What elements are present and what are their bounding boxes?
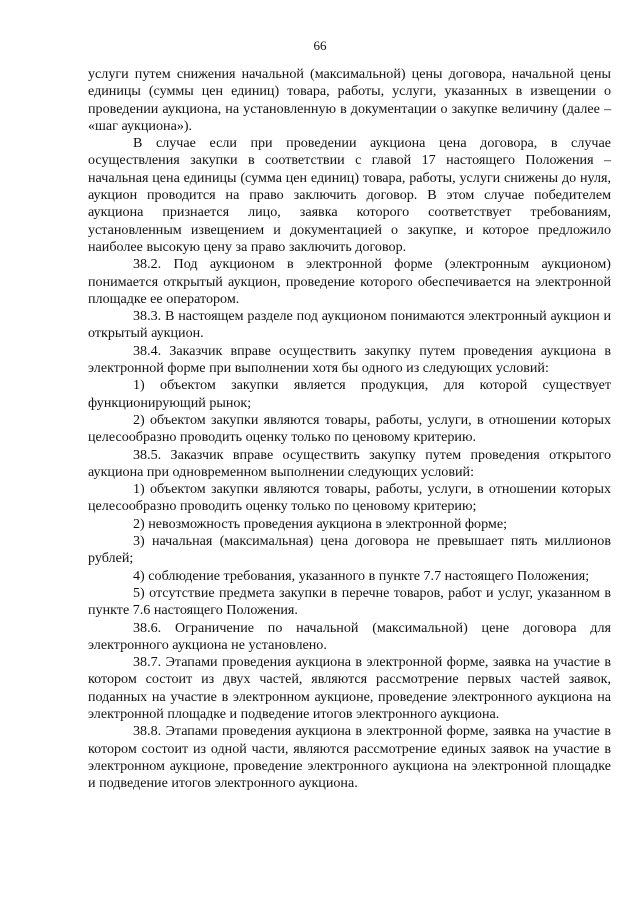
paragraph-38-6: 38.6. Ограничение по начальной (максимальной) цене договора для электронного аукциона не установлено. xyxy=(88,619,611,653)
page-number: 66 xyxy=(313,38,327,53)
list-item-38-5-3: 3) начальная (максимальная) цена договора не превышает пять миллионов рублей; xyxy=(88,533,611,567)
list-item-38-5-5: 5) отсутствие предмета закупки в перечне товаров, работ и услуг, указанном в пункте 7.6 настоящего Положения. xyxy=(88,584,611,619)
paragraph-38-5: 38.5. Заказчик вправе осуществить закупку путем проведения открытого аукциона при одновременном выполнении следующих условий: xyxy=(88,446,611,480)
document-body xyxy=(88,66,611,792)
list-item-38-5-2: 2) невозможность проведения аукциона в электронной форме; xyxy=(133,515,508,532)
paragraph-zero-price: В случае если при проведении аукциона цена договора, в случае осуществления закупки в соответствии с главой 17 настоящего Положения – начальная цена единицы (сумма цен единиц) товара, работы, услуги снижены до нуля, аукцион проводится на право заключить договор. В этом случае победителем аукциона признается лицо, заявка которого соответствует требованиям, установленным извещением и документацией о закупке, и которое предложило наиболее высокую цену за право заключить договор. xyxy=(88,135,611,255)
paragraph-auction-step: услуги путем снижения начальной (максимальной) цены договора, начальной цены единицы (суммы цен единиц) товара, работы, услуги, указанных в извещении о проведении аукциона, на установленную в документации о закупке величину (далее – «шаг аукциона»). xyxy=(88,66,611,134)
paragraph-38-8: 38.8. Этапами проведения аукциона в электронной форме, заявка на участие в котором состоит из одной части, являются рассмотрение единых заявок на участие в электронном аукционе, проведение электронного аукциона на электронной площадке и подведение итогов электронного аукциона. xyxy=(88,723,611,792)
list-item-38-5-1: 1) объектом закупки являются товары, работы, услуги, в отношении которых целесообразно проводить оценку только по ценовому критерию; xyxy=(88,481,611,515)
list-item-38-4-1: 1) объектом закупки является продукция, для которой существует функционирующий рынок; xyxy=(88,377,611,411)
paragraph-38-7: 38.7. Этапами проведения аукциона в электронной форме, заявка на участие в котором состоит из двух частей, являются рассмотрение первых частей заявок, поданных на участие в электронном аукционе, проведение электронного аукциона на электронной площадке и подведение итогов электронного аукциона. xyxy=(88,654,611,722)
list-item-38-5-4: 4) соблюдение требования, указанного в пункте 7.7 настоящего Положения; xyxy=(133,567,590,584)
paragraph-38-3: 38.3. В настоящем разделе под аукционом понимаются электронный аукцион и открытый аукцион. xyxy=(88,308,611,342)
paragraph-38-4: 38.4. Заказчик вправе осуществить закупку путем проведения аукциона в электронной форме при выполнении хотя бы одного из следующих условий: xyxy=(88,342,611,377)
paragraph-38-2: 38.2. Под аукционом в электронной форме (электронным аукционом) понимается открытый аукцион, проведение которого обеспечивается на электронной площадке ее оператором. xyxy=(88,256,611,307)
list-item-38-4-2: 2) объектом закупки являются товары, работы, услуги, в отношении которых целесообразно проводить оценку только по ценовому критерию. xyxy=(88,411,611,446)
